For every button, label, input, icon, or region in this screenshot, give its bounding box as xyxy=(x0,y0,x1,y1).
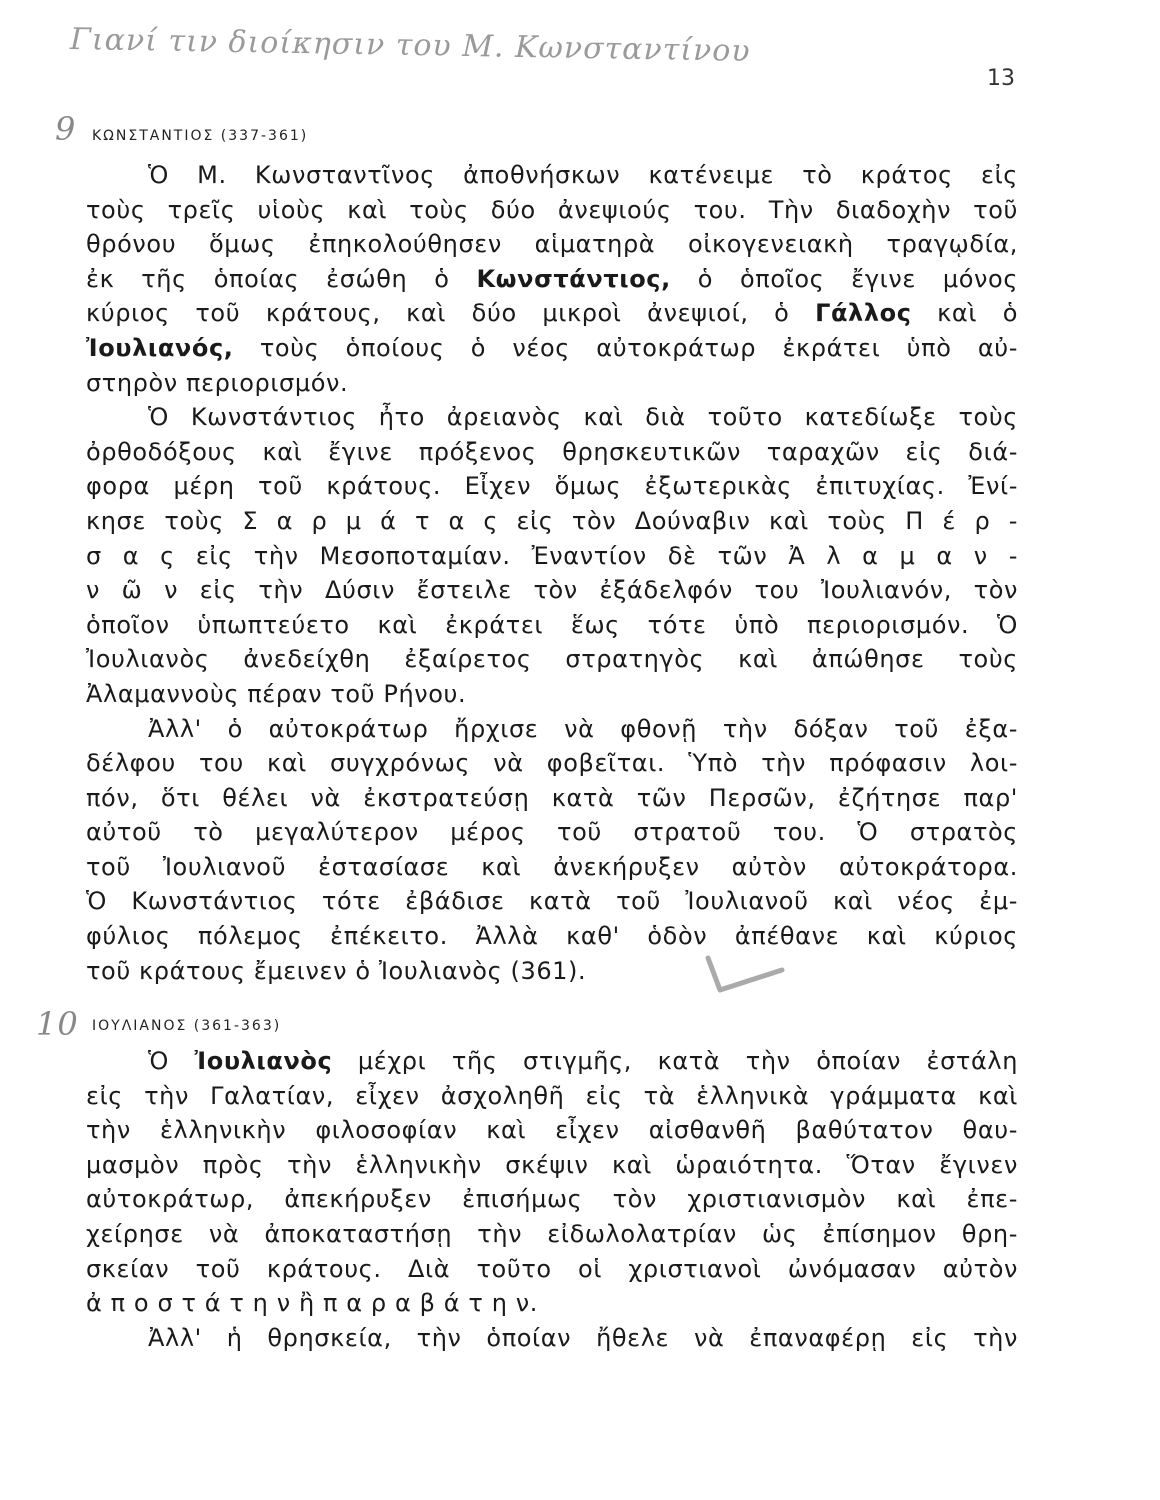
text-line: χείρησε νὰ ἀποκαταστήσῃ τὴν εἰδωλολατρίαν ὡς ἐπίσημον θρη- xyxy=(86,1219,1018,1248)
text-line: αὐτοῦ τὸ μεγαλύτερον μέρος τοῦ στρατοῦ του. Ὁ στρατὸς xyxy=(86,818,1018,847)
text-line: τοὺς τρεῖς υἱοὺς καὶ τοὺς δύο ἀνεψιούς του. Τὴν διαδοχὴν τοῦ xyxy=(86,195,1018,224)
text-line: φορα μέρη τοῦ κράτους. Εἶχεν ὅμως ἐξωτερικὰς ἐπιτυχίας. Ἐνί- xyxy=(86,472,1018,501)
text-line: ἀ π ο σ τ ά τ η ν ἢ π α ρ α β ά τ η ν. xyxy=(86,1289,538,1318)
text-line: ὁποῖον ὑπωπτεύετο καὶ ἐκράτει ἕως τότε ὑπὸ περιορισμόν. Ὁ xyxy=(86,610,1018,639)
text-line: τοῦ κράτους ἔμεινεν ὁ Ἰουλιανὸς (361). xyxy=(86,956,587,985)
name-gallos: Γάλλος xyxy=(815,299,912,328)
section-body-ioulianos xyxy=(86,1044,1018,1355)
text-line: Ὁ Κωνστάντιος τότε ἐβάδισε κατὰ τοῦ Ἰουλιανοῦ καὶ νέος ἐμ- xyxy=(86,887,1018,916)
page-number: 13 xyxy=(987,66,1015,91)
text-line: Ἀλλ' ἡ θρησκεία, τὴν ὁποίαν ἤθελε νὰ ἐπαναφέρῃ εἰς τὴν xyxy=(148,1323,1018,1352)
text-line: εἰς τὴν Γαλατίαν, εἶχεν ἀσχοληθῆ εἰς τὰ ἑλληνικὰ γράμματα καὶ xyxy=(86,1081,1018,1110)
text-line: φύλιος πόλεμος ἐπέκειτο. Ἀλλὰ καθ' ὁδὸν ἀπέθανε καὶ κύριος xyxy=(86,922,1018,951)
text-line: αὐτοκράτωρ, ἀπεκήρυξεν ἐπισήμως τὸν χριστιανισμὸν καὶ ἐπε- xyxy=(86,1185,1018,1214)
text-line: Ἰουλιανὸς ἀνεδείχθη ἐξαίρετος στρατηγὸς καὶ ἀπώθησε τοὺς xyxy=(86,645,1018,674)
text-line: μασμὸν πρὸς τὴν ἑλληνικὴν σκέψιν καὶ ὡραιότητα. Ὅταν ἔγινεν xyxy=(86,1150,1018,1179)
name-ioulianos: Ἰουλιανός, xyxy=(86,333,234,362)
text-line: Ὁ Κωνστάντιος ἦτο ἀρειανὸς καὶ διὰ τοῦτο κατεδίωξε τοὺς xyxy=(148,403,1018,432)
text-line: σκείαν τοῦ κράτους. Διὰ τοῦτο οἱ χριστιανοὶ ὠνόμασαν αὐτὸν xyxy=(86,1254,1018,1283)
handwritten-margin-number-9: 9 xyxy=(55,110,77,148)
text-line: ν ῶ ν εἰς τὴν Δύσιν ἔστειλε τὸν ἐξάδελφόν του Ἰουλιανόν, τὸν xyxy=(86,576,1018,605)
name-ioulianos-bold: Ἰουλιανὸς xyxy=(194,1047,333,1075)
text-line: σ α ς εἰς τὴν Μεσοποταμίαν. Ἐναντίον δὲ τῶν Ἀ λ α μ α ν - xyxy=(86,541,1018,570)
section-heading-konstantios: ΚΩΝΣΤΑΝΤΙΟΣ (337-361) xyxy=(92,128,309,144)
handwritten-margin-number-10: 10 xyxy=(36,1005,79,1043)
text-line: Ἀλλ' ὁ αὐτοκράτωρ ἤρχισε νὰ φθονῇ τὴν δόξαν τοῦ ἐξα- xyxy=(148,714,1018,743)
text-line: στηρὸν περιορισμόν. xyxy=(86,368,349,397)
text-line: δέλφου του καὶ συγχρόνως νὰ φοβεῖται. Ὑπὸ τὴν πρόφασιν λοι- xyxy=(86,749,1018,778)
text-line: θρόνου ὅμως ἐπηκολούθησεν αἱματηρὰ οἰκογενειακὴ τραγῳδία, xyxy=(86,230,1018,259)
text-line: κύριος τοῦ κράτους, καὶ δύο μικροὶ ἀνεψιοί, ὁ Γάλλος καὶ ὁ xyxy=(86,299,1018,328)
text-line: ἐκ τῆς ὁποίας ἐσώθη ὁ Κωνστάντιος, ὁ ὁποῖος ἔγινε μόνος xyxy=(86,264,1019,293)
handwritten-title-note: Γιανί τιν διοίκησιν του Μ. Κωνσταντίνου xyxy=(69,22,751,69)
text-line: ὀρθοδόξους καὶ ἔγινε πρόξενος θρησκευτικῶν ταραχῶν εἰς διά- xyxy=(86,437,1018,466)
text-line: τοῦ Ἰουλιανοῦ ἐστασίασε καὶ ἀνεκήρυξεν αὐτὸν αὐτοκράτορα. xyxy=(86,852,1018,881)
text-line: πόν, ὅτι θέλει νὰ ἐκστρατεύσῃ κατὰ τῶν Περσῶν, ἐζήτησε παρ' xyxy=(86,783,1018,812)
section-body-konstantios xyxy=(86,158,1018,988)
name-konstantios: Κωνστάντιος, xyxy=(476,264,671,293)
text-line: Ὁ Μ. Κωνσταντῖνος ἀποθνήσκων κατένειμε τὸ κράτος εἰς xyxy=(148,161,1018,189)
text-line: κησε τοὺς Σ α ρ μ ά τ α ς εἰς τὸν Δούναβιν καὶ τοὺς Π έ ρ - xyxy=(86,506,1018,535)
section-heading-ioulianos: ΙΟΥΛΙΑΝΟΣ (361-363) xyxy=(92,1018,282,1034)
text-line: Ὁ Ἰουλιανὸς μέχρι τῆς στιγμῆς, κατὰ τὴν ὁποίαν ἐστάλη xyxy=(148,1047,1019,1075)
text-line: Ἀλαμαννοὺς πέραν τοῦ Ρήνου. xyxy=(86,679,467,708)
text-line: Ἰουλιανός, τοὺς ὁποίους ὁ νέος αὐτοκράτωρ ἐκράτει ὑπὸ αὐ- xyxy=(86,333,1018,362)
text-line: τὴν ἑλληνικὴν φιλοσοφίαν καὶ εἶχεν αἰσθανθῆ βαθύτατον θαυ- xyxy=(86,1116,1018,1145)
